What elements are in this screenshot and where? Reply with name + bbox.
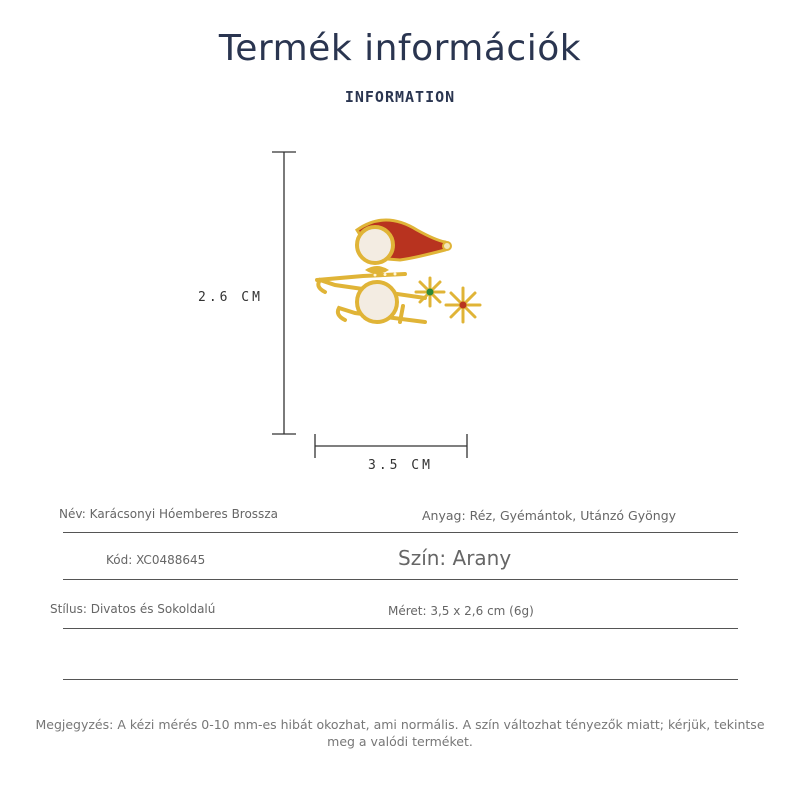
product-material: Anyag: Réz, Gyémántok, Utánzó Gyöngy bbox=[422, 508, 677, 523]
product-size: Méret: 3,5 x 2,6 cm (6g) bbox=[388, 604, 534, 618]
divider bbox=[63, 579, 738, 580]
divider bbox=[63, 628, 738, 629]
snowman-brooch-icon bbox=[305, 210, 495, 340]
width-label: 3.5 CM bbox=[368, 458, 433, 473]
product-color: Szín: Arany bbox=[398, 546, 512, 570]
divider bbox=[63, 532, 738, 533]
product-style: Stílus: Divatos és Sokoldalú bbox=[50, 602, 216, 616]
measurement-note: Megjegyzés: A kézi mérés 0-10 mm-es hibát okozhat, ami normális. A szín változhat tényezők miatt; kérjük, tekintse meg a valódi terméket. bbox=[35, 717, 765, 749]
divider bbox=[63, 679, 738, 680]
product-name: Név: Karácsonyi Hóemberes Brossza bbox=[59, 507, 278, 521]
page-title: Termék információk bbox=[218, 28, 582, 69]
height-label: 2.6 CM bbox=[198, 290, 263, 305]
page-subtitle: INFORMATION bbox=[344, 88, 456, 106]
product-code: Kód: XC0488645 bbox=[106, 553, 206, 567]
